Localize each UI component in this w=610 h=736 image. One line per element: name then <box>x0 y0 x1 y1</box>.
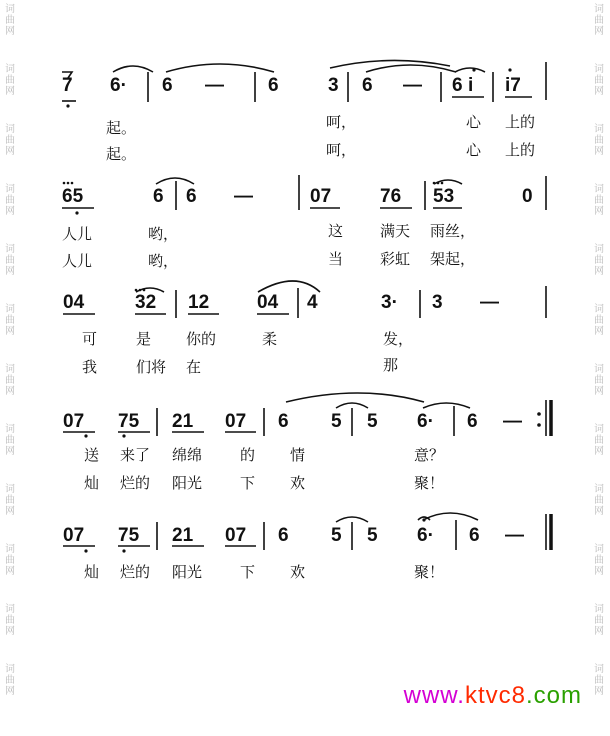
note: 21 <box>172 411 194 432</box>
note: 6 <box>469 525 480 546</box>
lyric: 的 <box>240 446 256 464</box>
lyric: 来了 <box>120 446 151 464</box>
lyric: 呵， <box>326 141 357 159</box>
lyric: 下 <box>240 563 256 581</box>
lyric: 灿 <box>84 474 100 492</box>
lyric: 发， <box>383 330 414 348</box>
lyric: 哟， <box>148 225 179 243</box>
watermark-right-10: 词 曲 网 <box>594 544 604 577</box>
note: 6 <box>153 186 164 207</box>
lyric: 烂的 <box>120 563 151 581</box>
lyric: 聚！ <box>414 474 445 492</box>
note: 6 <box>278 411 289 432</box>
lyric: 们将 <box>136 358 167 376</box>
lyric: 架起， <box>430 250 476 268</box>
lyric: 下 <box>240 474 256 492</box>
watermark-left-9: 词 曲 网 <box>5 484 15 517</box>
note: 6 <box>362 75 373 96</box>
watermark-right-11: 词 曲 网 <box>594 604 604 637</box>
lyric: 当 <box>328 250 344 268</box>
lyric: 你的 <box>186 330 217 348</box>
note: 75 <box>118 525 140 546</box>
note: 5 <box>331 525 342 546</box>
lyric: 可 <box>82 330 98 348</box>
note: 07 <box>310 186 332 207</box>
lyric: 上的 <box>505 141 536 159</box>
lyric: 心 <box>466 141 482 159</box>
watermark-right-12: 词 曲 网 <box>594 664 604 697</box>
lyric: 柔 <box>262 330 278 348</box>
lyric: 这 <box>328 222 344 240</box>
note: 6· <box>417 525 434 546</box>
lyric: 上的 <box>505 113 536 131</box>
note: — <box>234 186 253 207</box>
note: 65 <box>62 186 84 207</box>
lyric: 聚！ <box>414 563 445 581</box>
watermark-left-1: 词 曲 网 <box>5 4 15 37</box>
note: 6 <box>452 75 463 96</box>
lyric: 彩虹 <box>380 250 411 268</box>
site-logo: www.ktvc8.com <box>403 682 582 709</box>
note: 07 <box>225 525 247 546</box>
note: 4 <box>307 292 318 313</box>
watermark-left-10: 词 曲 网 <box>5 544 15 577</box>
watermark-right-6: 词 曲 网 <box>594 304 604 337</box>
note: 04 <box>63 292 85 313</box>
watermark-left-2: 词 曲 网 <box>5 64 15 97</box>
watermark-left-4: 词 曲 网 <box>5 184 15 217</box>
lyric: 哟， <box>148 252 179 270</box>
note: 3· <box>381 292 398 313</box>
lyric: 我 <box>82 358 98 376</box>
note: 3 <box>432 292 443 313</box>
note: 5 <box>367 525 378 546</box>
note: 75 <box>118 411 140 432</box>
watermark-left-8: 词 曲 网 <box>5 424 15 457</box>
note: 6 <box>467 411 478 432</box>
lyric: 阳光 <box>172 474 203 492</box>
note: — <box>403 75 422 96</box>
lyric: 心 <box>466 113 482 131</box>
watermark-left-6: 词 曲 网 <box>5 304 15 337</box>
note: — <box>480 292 499 313</box>
lyric: 那 <box>383 356 399 374</box>
lyric: 欢 <box>290 474 306 492</box>
note: — <box>205 75 224 96</box>
note: 07 <box>63 525 85 546</box>
watermark-left-3: 词 曲 网 <box>5 124 15 157</box>
watermark-left-7: 词 曲 网 <box>5 364 15 397</box>
note: 6· <box>110 75 127 96</box>
note: i <box>468 75 474 96</box>
lyric: 送 <box>84 446 100 464</box>
lyric: 烂的 <box>120 474 151 492</box>
note: — <box>503 411 522 432</box>
watermark-right-7: 词 曲 网 <box>594 364 604 397</box>
watermark-right-9: 词 曲 网 <box>594 484 604 517</box>
lyric: 灿 <box>84 563 100 581</box>
note: 12 <box>188 292 210 313</box>
watermark-left-12: 词 曲 网 <box>5 664 15 697</box>
lyric: 起。 <box>106 145 137 163</box>
note: 5 <box>331 411 342 432</box>
lyric: 阳光 <box>172 563 203 581</box>
note: 76 <box>380 186 402 207</box>
lyric: 满天 <box>380 222 411 240</box>
lyric: 欢 <box>290 563 306 581</box>
watermark-left-11: 词 曲 网 <box>5 604 15 637</box>
note: 7 <box>62 75 73 96</box>
watermark-right-5: 词 曲 网 <box>594 244 604 277</box>
note: i7 <box>505 75 521 96</box>
watermark-right-8: 词 曲 网 <box>594 424 604 457</box>
watermark-right-4: 词 曲 网 <box>594 184 604 217</box>
lyric: 雨丝， <box>430 222 476 240</box>
lyric: 情 <box>290 446 306 464</box>
watermark-left-5: 词 曲 网 <box>5 244 15 277</box>
lyric: 在 <box>186 358 202 376</box>
note: 0 <box>522 186 533 207</box>
lyric: 意？ <box>414 446 445 464</box>
note: — <box>505 525 524 546</box>
note: 32 <box>135 292 157 313</box>
lyric: 人儿 <box>62 225 93 243</box>
note: 6 <box>162 75 173 96</box>
note: 6 <box>268 75 279 96</box>
watermark-right-1: 词 曲 网 <box>594 4 604 37</box>
lyric: 人儿 <box>62 252 93 270</box>
lyric: 起。 <box>106 119 137 137</box>
watermark-right-2: 词 曲 网 <box>594 64 604 97</box>
note: 07 <box>63 411 85 432</box>
note: 04 <box>257 292 279 313</box>
note: 3 <box>328 75 339 96</box>
note: 53 <box>433 186 455 207</box>
watermark-right-3: 词 曲 网 <box>594 124 604 157</box>
lyric: 绵绵 <box>172 446 203 464</box>
lyric: 呵， <box>326 113 357 131</box>
note: 6· <box>417 411 434 432</box>
note: 6 <box>186 186 197 207</box>
note: 6 <box>278 525 289 546</box>
note: 07 <box>225 411 247 432</box>
note: 21 <box>172 525 194 546</box>
lyric: 是 <box>136 330 152 348</box>
note: 5 <box>367 411 378 432</box>
